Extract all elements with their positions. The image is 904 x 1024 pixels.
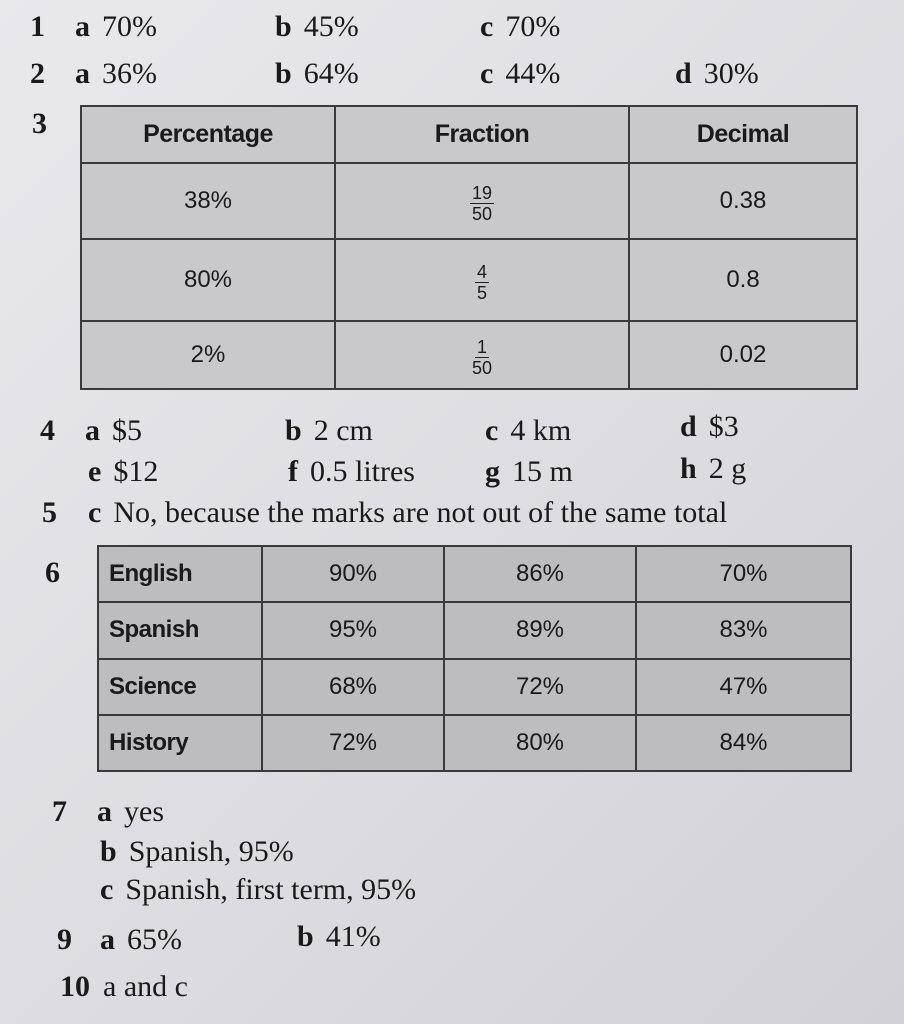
answer-2a: a 36% <box>75 57 157 90</box>
answer-4g: g 15 m <box>485 455 573 488</box>
fraction-cell: $\frac{19}{50}$ <box>335 163 629 239</box>
table-row <box>98 659 851 715</box>
question-number: 9 <box>57 923 72 956</box>
answer-4c: c 4 km <box>485 414 572 447</box>
subject-cell: History <box>98 715 262 771</box>
percentage-cell: 38% <box>81 163 335 239</box>
answer-10-text: a and c <box>103 970 188 1003</box>
table-row <box>98 715 851 771</box>
score-cell: 80% <box>444 715 636 771</box>
score-cell: 68% <box>262 659 444 715</box>
answer-2d: d 30% <box>675 57 759 90</box>
question-number: 4 <box>40 414 55 447</box>
fraction-cell: $\frac{1}{50}$ <box>335 321 629 389</box>
table-row <box>81 321 857 389</box>
table-row <box>81 239 857 321</box>
score-cell: 95% <box>262 602 444 658</box>
subject-results-table <box>97 545 852 772</box>
answer-4a: a $5 <box>85 414 142 447</box>
percentage-cell: 80% <box>81 239 335 321</box>
subject-cell: English <box>98 546 262 602</box>
answer-4d: d $3 <box>680 410 739 443</box>
score-cell: 84% <box>636 715 851 771</box>
answer-1a: a 70% <box>75 10 157 43</box>
answer-1c: c 70% <box>480 10 561 43</box>
question-number: 5 <box>42 496 57 529</box>
answer-4f: f 0.5 litres <box>288 455 415 488</box>
score-cell: 89% <box>444 602 636 658</box>
score-cell: 70% <box>636 546 851 602</box>
answer-4e: e $12 <box>88 455 159 488</box>
decimal-cell: 0.38 <box>629 163 857 239</box>
answer-4b: b 2 cm <box>285 414 373 447</box>
question-number: 6 <box>45 556 60 589</box>
answer-9b: b 41% <box>297 920 381 953</box>
question-number: 10 <box>60 970 90 1003</box>
conversion-table <box>80 105 858 390</box>
score-cell: 86% <box>444 546 636 602</box>
answer-1b: b 45% <box>275 10 359 43</box>
header-percentage: Percentage <box>81 106 335 163</box>
answer-2b: b 64% <box>275 57 359 90</box>
answer-5c: c No, because the marks are not out of the same total <box>88 496 728 529</box>
question-number: 3 <box>32 107 47 140</box>
fraction-cell: $\frac{4}{5}$ <box>335 239 629 321</box>
subject-cell: Spanish <box>98 602 262 658</box>
score-cell: 72% <box>262 715 444 771</box>
table-row <box>81 163 857 239</box>
table-row <box>98 546 851 602</box>
answer-2c: c 44% <box>480 57 561 90</box>
decimal-cell: 0.02 <box>629 321 857 389</box>
decimal-cell: 0.8 <box>629 239 857 321</box>
question-number: 1 <box>30 10 45 43</box>
answer-4h: h 2 g <box>680 452 747 485</box>
score-cell: 47% <box>636 659 851 715</box>
header-fraction: Fraction <box>335 106 629 163</box>
table-row <box>98 602 851 658</box>
score-cell: 72% <box>444 659 636 715</box>
percentage-cell: 2% <box>81 321 335 389</box>
question-number: 7 <box>52 795 67 828</box>
score-cell: 90% <box>262 546 444 602</box>
question-number: 2 <box>30 57 45 90</box>
header-decimal: Decimal <box>629 106 857 163</box>
subject-cell: Science <box>98 659 262 715</box>
answer-7b: b Spanish, 95% <box>100 835 294 868</box>
answer-7c: c Spanish, first term, 95% <box>100 873 417 906</box>
answer-9a: a 65% <box>100 923 182 956</box>
answer-7a: a yes <box>97 795 164 828</box>
score-cell: 83% <box>636 602 851 658</box>
